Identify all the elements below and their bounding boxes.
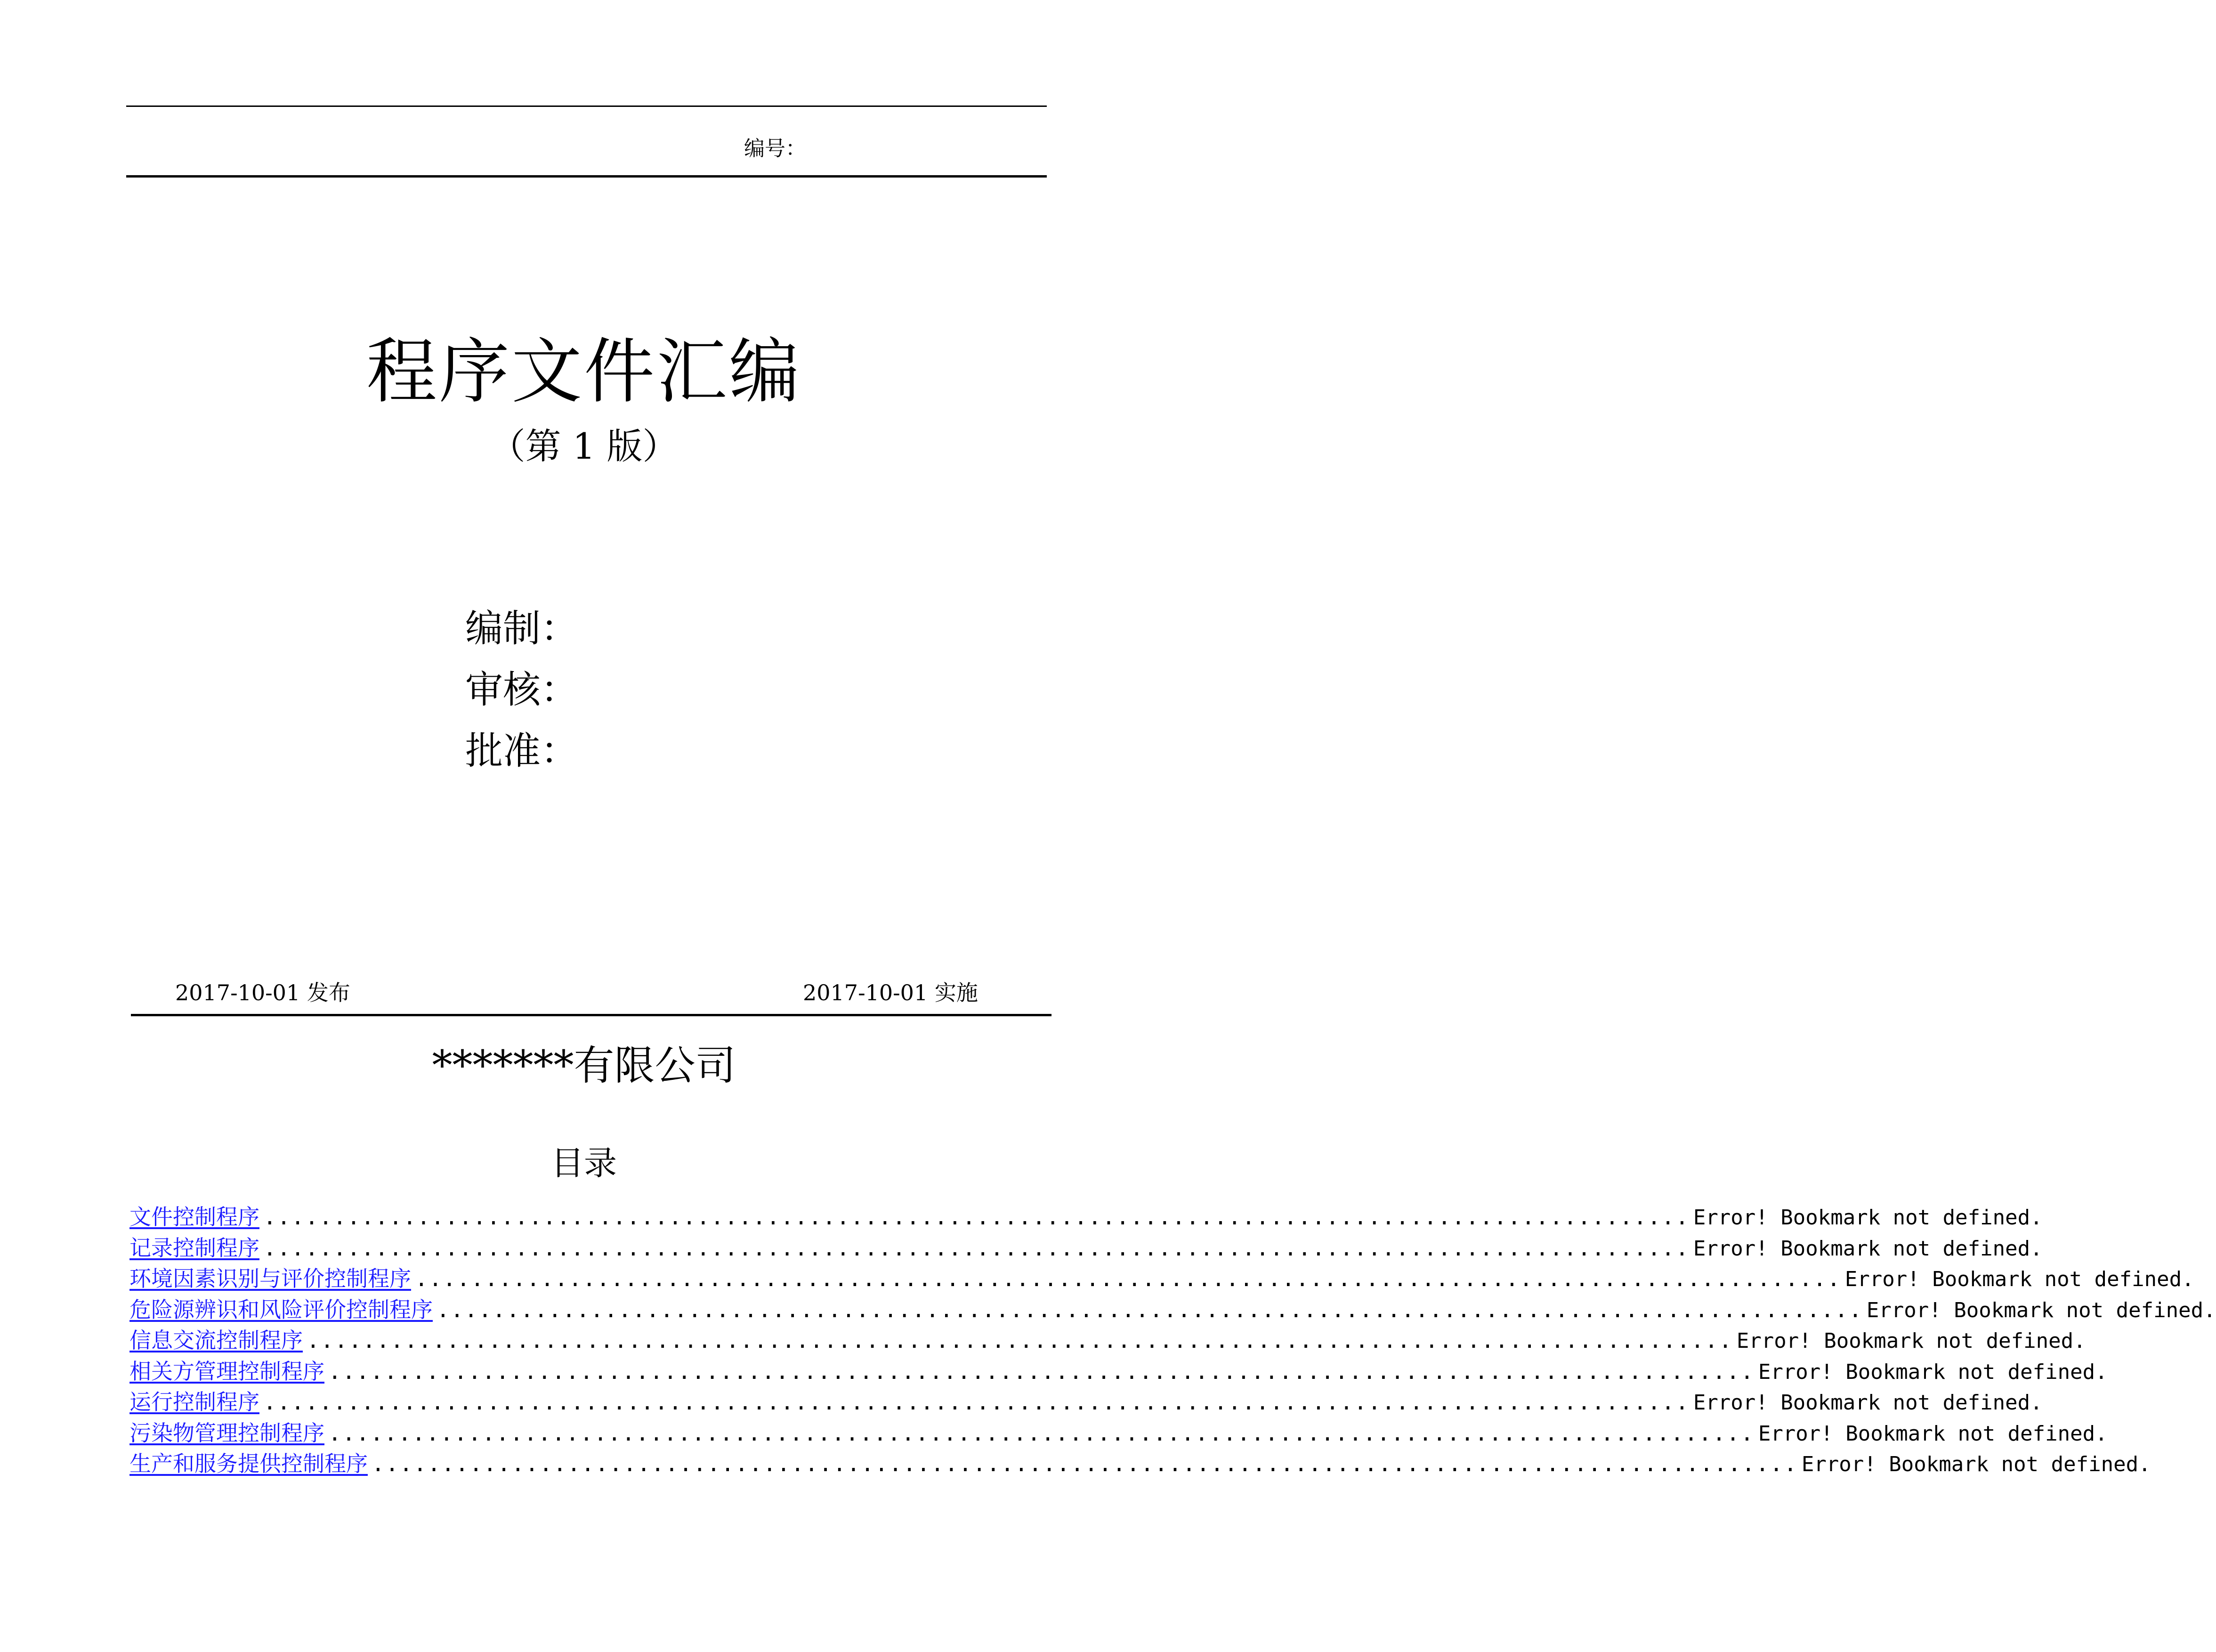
toc-page-ref: Error! Bookmark not defined. <box>1758 1421 2108 1446</box>
reviewed-by-label: 审核： <box>465 668 578 712</box>
release-date: 2017-10-01 发布 <box>175 980 350 1005</box>
header-bottom-rule <box>126 175 1047 178</box>
toc-link-communication[interactable]: 信息交流控制程序 <box>129 1328 303 1353</box>
effective-date: 2017-10-01 实施 <box>803 980 978 1005</box>
document-title: 程序文件汇编 <box>366 331 801 413</box>
toc-entry <box>129 1323 2086 1354</box>
toc-link-hazard-identification[interactable]: 危险源辨识和风险评价控制程序 <box>129 1296 433 1322</box>
toc-entry <box>129 1262 2194 1293</box>
toc-entry <box>129 1447 2151 1478</box>
toc-link-operation-control[interactable]: 运行控制程序 <box>129 1389 259 1415</box>
toc-link-document-control[interactable]: 文件控制程序 <box>129 1204 259 1230</box>
toc-dot-leader: ...................................................................................................... <box>415 1266 1841 1291</box>
toc-link-pollutant-management[interactable]: 污染物管理控制程序 <box>129 1420 324 1446</box>
toc-entry <box>129 1354 2108 1385</box>
toc-page-ref: Error! Bookmark not defined. <box>1693 1236 2043 1261</box>
footer-rule <box>131 1014 1051 1016</box>
toc-dot-leader: ...................................................................................................... <box>328 1420 1755 1446</box>
toc-dot-leader: ...................................................................................................... <box>263 1389 1690 1415</box>
company-name: *******有限公司 <box>432 1042 736 1089</box>
toc-dot-leader: ...................................................................................................... <box>307 1328 1733 1353</box>
toc-entry <box>129 1416 2108 1447</box>
toc-title: 目录 <box>551 1144 617 1182</box>
document-number-label: 编号： <box>744 137 806 161</box>
toc-dot-leader: ...................................................................................................... <box>437 1296 1863 1322</box>
toc-page-ref: Error! Bookmark not defined. <box>1801 1452 2151 1476</box>
toc-link-environmental-aspects[interactable]: 环境因素识别与评价控制程序 <box>129 1266 411 1291</box>
toc-link-production-service[interactable]: 生产和服务提供控制程序 <box>129 1451 368 1476</box>
toc-dot-leader: ...................................................................................................... <box>328 1358 1755 1384</box>
table-of-contents <box>129 1200 2216 1478</box>
toc-link-related-parties[interactable]: 相关方管理控制程序 <box>129 1358 324 1384</box>
toc-page-ref: Error! Bookmark not defined. <box>1693 1206 2043 1230</box>
compiled-by-label: 编制： <box>465 607 578 650</box>
header-top-rule <box>126 105 1047 107</box>
edition-label: （第 1 版） <box>489 425 679 467</box>
toc-dot-leader: ...................................................................................................... <box>263 1235 1690 1261</box>
toc-page-ref: Error! Bookmark not defined. <box>1758 1360 2108 1384</box>
toc-page-ref: Error! Bookmark not defined. <box>1693 1391 2043 1415</box>
toc-dot-leader: ...................................................................................................... <box>372 1451 1798 1476</box>
toc-entry <box>129 1231 2043 1262</box>
toc-page-ref: Error! Bookmark not defined. <box>1844 1267 2194 1291</box>
approved-by-label: 批准： <box>465 729 578 773</box>
toc-entry <box>129 1385 2043 1416</box>
toc-entry <box>129 1200 2043 1231</box>
toc-dot-leader: ...................................................................................................... <box>263 1204 1690 1230</box>
toc-link-record-control[interactable]: 记录控制程序 <box>129 1235 259 1261</box>
toc-page-ref: Error! Bookmark not defined. <box>1736 1329 2086 1353</box>
toc-entry <box>129 1293 2216 1324</box>
toc-page-ref: Error! Bookmark not defined. <box>1866 1298 2216 1322</box>
